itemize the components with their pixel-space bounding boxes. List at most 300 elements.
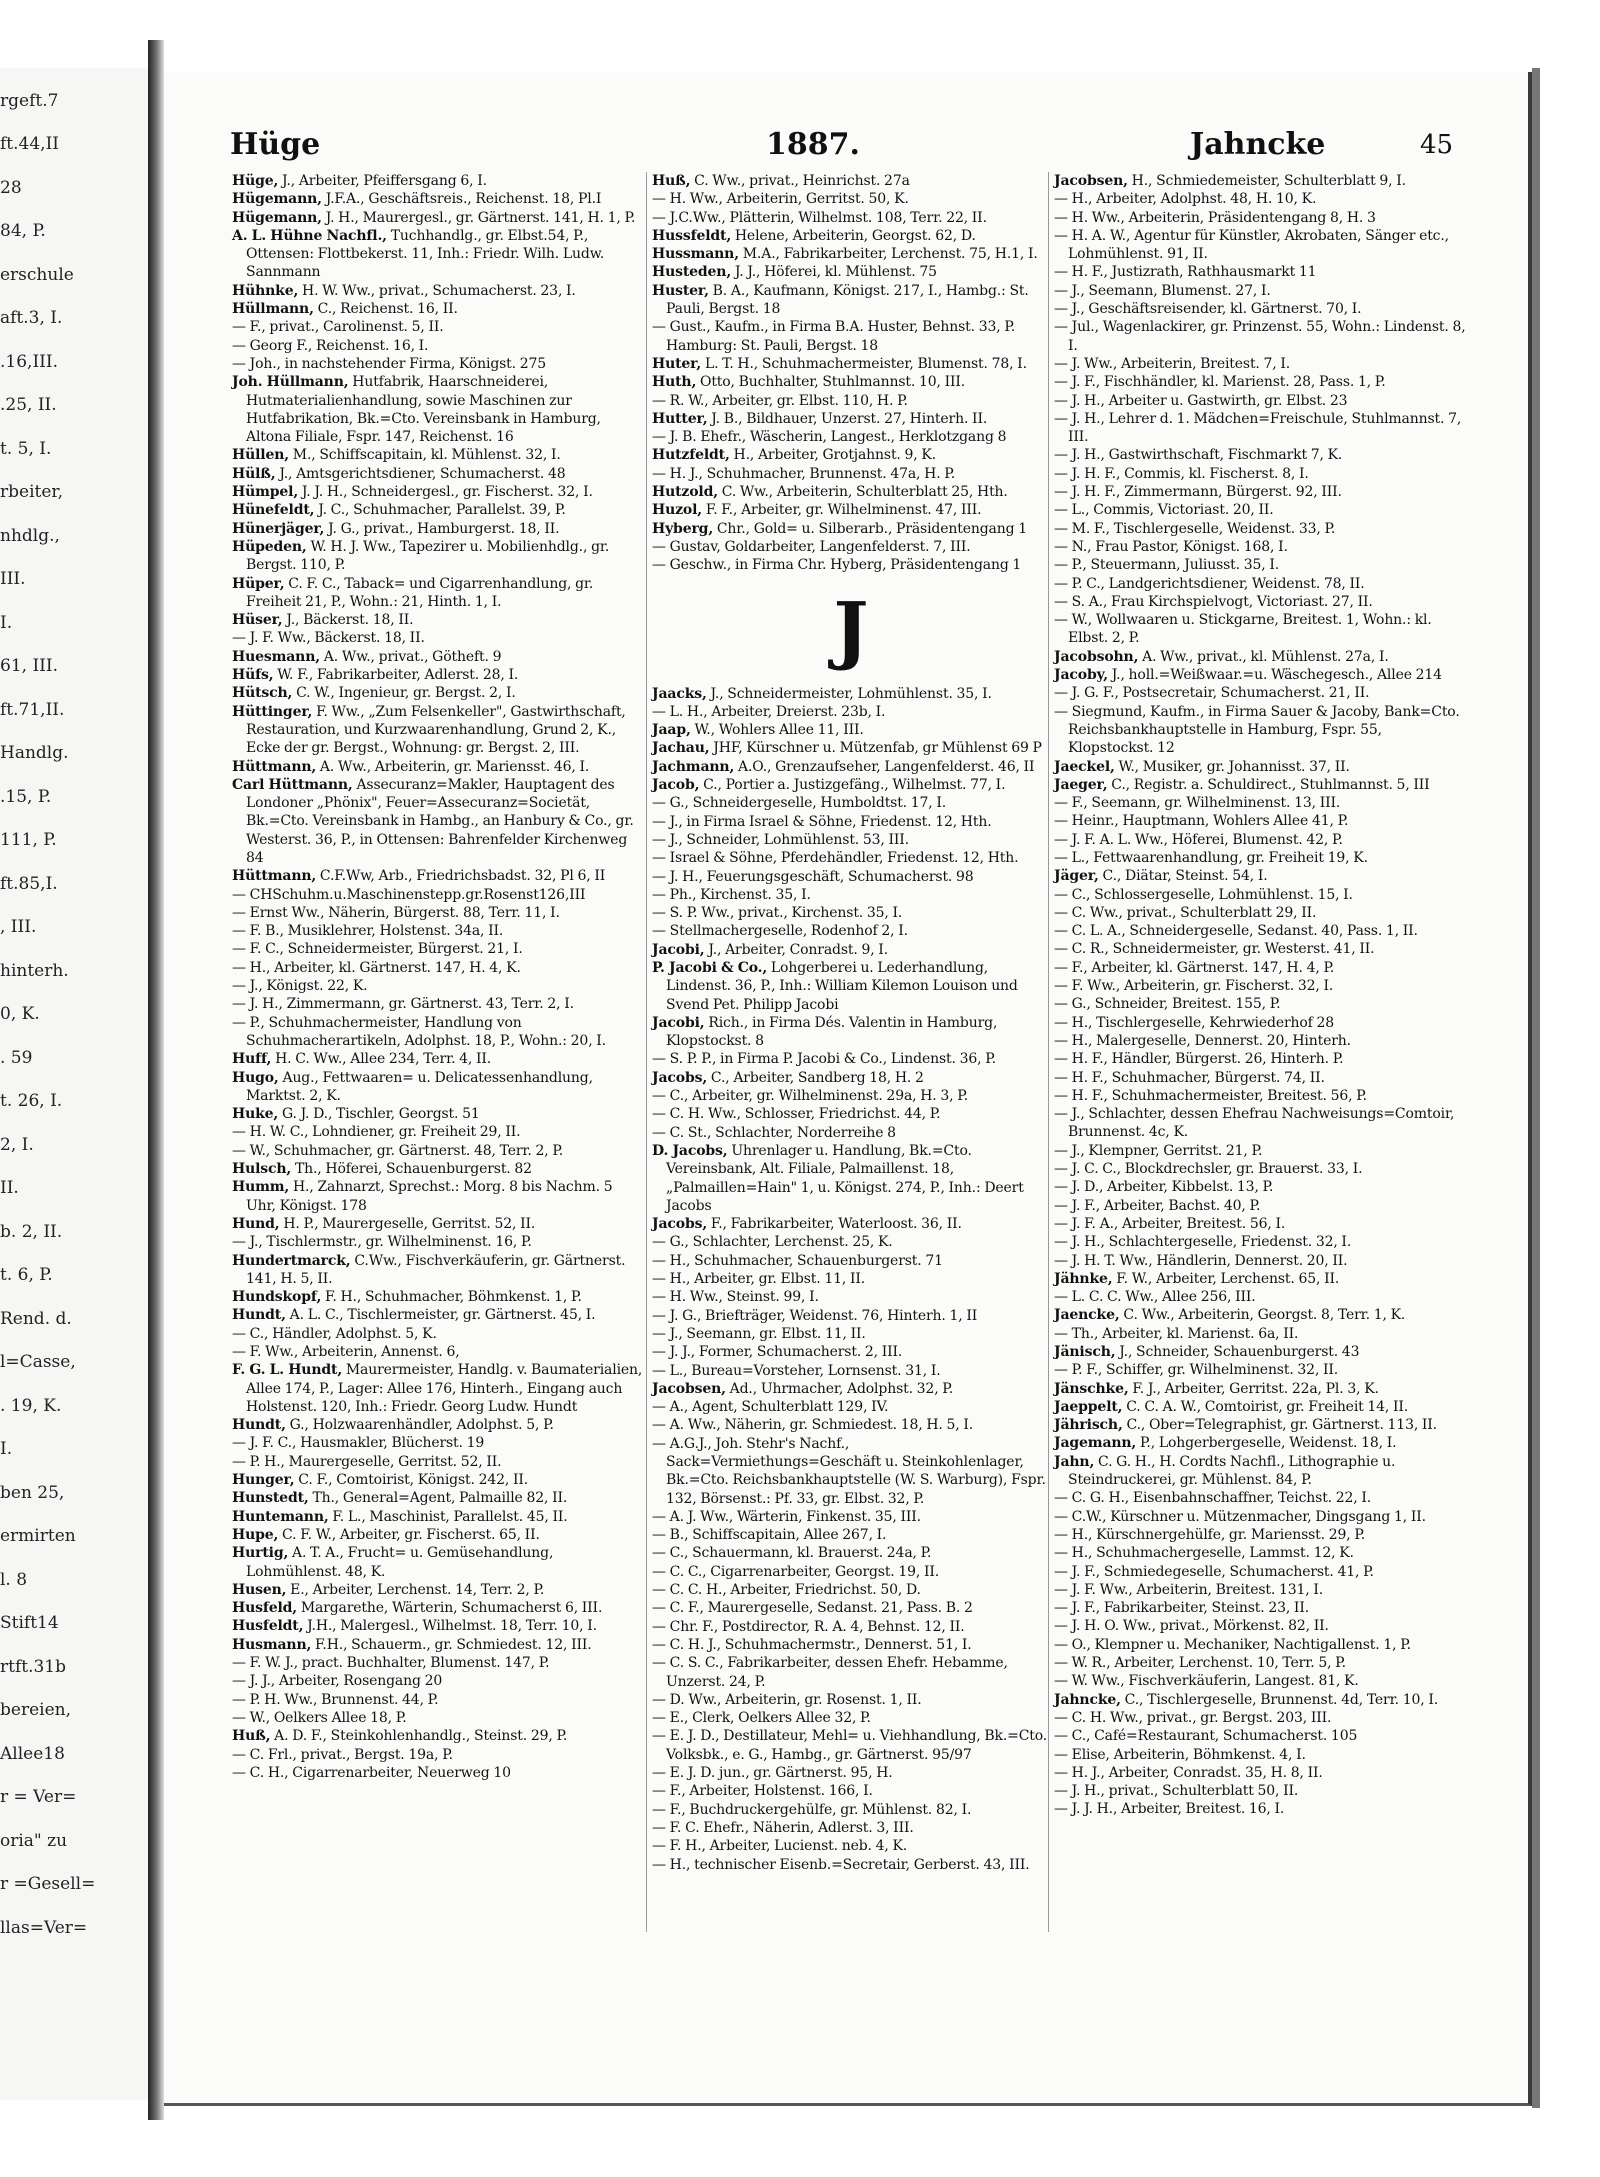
directory-entry <box>1054 1361 1466 1379</box>
entry-name: Hutzfeldt, <box>652 447 730 464</box>
entry-details: Lohgerberei u. Lederhandlung, Lindenst. 36, P., Inh.: William Kilemon Louison und Svend Pet. Philipp Jacobi <box>666 959 1018 1013</box>
directory-entry <box>1054 1764 1466 1782</box>
directory-entry <box>652 1325 1050 1343</box>
directory-entry <box>652 904 1050 922</box>
entry-details: — C. Frl., privat., Bergst. 19a, P. <box>232 1746 453 1763</box>
entry-name: Hundskopf, <box>232 1289 322 1306</box>
directory-entry <box>1054 812 1466 830</box>
directory-entry <box>652 1636 1050 1654</box>
entry-details: — J. J. H., Arbeiter, Breitest. 16, I. <box>1054 1801 1285 1818</box>
entry-details: — S. A., Frau Kirchspielvogt, Victoriast. 27, II. <box>1054 593 1373 610</box>
directory-entry <box>652 941 1050 959</box>
entry-details: — J. F., Schmiedegeselle, Schumacherst. 41, P. <box>1054 1563 1374 1580</box>
directory-column-3 <box>1054 172 1466 1819</box>
adjacent-page-fragment: I. <box>0 613 13 633</box>
entry-name: Huntemann, <box>232 1508 329 1525</box>
directory-entry <box>652 1782 1050 1800</box>
directory-column-1 <box>232 172 644 1782</box>
entry-details: W. F., Fabrikarbeiter, Adlerst. 28, I. <box>277 667 519 684</box>
directory-entry <box>652 1654 1050 1691</box>
entry-details: — J. G., Briefträger, Weidenst. 76, Hinterh. 1, II <box>652 1307 978 1324</box>
directory-entry <box>1054 611 1466 648</box>
entry-details: C. F., Comtoirist, Königst. 242, II. <box>298 1472 529 1489</box>
directory-entry <box>1054 1636 1466 1654</box>
entry-name: Jacobs, <box>652 1216 708 1233</box>
entry-details: — H., Tischlergeselle, Kehrwiederhof 28 <box>1054 1014 1334 1031</box>
entry-details: — Gustav, Goldarbeiter, Langenfelderst. 7, III. <box>652 538 971 555</box>
adjacent-page-fragment: .25, II. <box>0 395 57 415</box>
directory-entry <box>652 209 1050 227</box>
entry-name: Jahn, <box>1054 1453 1095 1470</box>
directory-entry <box>652 1709 1050 1727</box>
entry-details: — H. F., Schuhmacher, Bürgerst. 74, II. <box>1054 1069 1325 1086</box>
directory-entry <box>652 849 1050 867</box>
entry-name: Hundt, <box>232 1417 286 1434</box>
entry-name: Hüfs, <box>232 667 274 684</box>
page-edge <box>1532 68 1540 2108</box>
entry-name: Hüttinger, <box>232 703 313 720</box>
entry-details: — J. G. F., Postsecretair, Schumacherst. 21, II. <box>1054 685 1370 702</box>
adjacent-page-fragment: llas=Ver= <box>0 1918 88 1938</box>
entry-details: — Elise, Arbeiterin, Böhmkenst. 4, I. <box>1054 1746 1306 1763</box>
entry-name: Hutter, <box>652 410 708 427</box>
directory-entry <box>652 1837 1050 1855</box>
entry-details: — H. Ww., Steinst. 99, I. <box>652 1289 819 1306</box>
adjacent-page-fragment: nhdlg., <box>0 526 60 546</box>
directory-entry <box>1054 392 1466 410</box>
directory-entry <box>232 446 644 464</box>
directory-entry <box>232 758 644 776</box>
entry-name: Hundertmarck, <box>232 1252 351 1269</box>
entry-name: Jacobi, <box>652 1014 705 1031</box>
directory-entry <box>1054 1105 1466 1142</box>
entry-name: Huter, <box>652 355 702 372</box>
entry-name: Carl Hüttmann, <box>232 776 353 793</box>
directory-entry <box>1054 355 1466 373</box>
entry-details: — B., Schiffscapitain, Allee 267, I. <box>652 1527 887 1544</box>
entry-details: — H., Arbeiter, gr. Elbst. 11, II. <box>652 1271 866 1288</box>
entry-details: H. W. Ww., privat., Schumacherst. 23, I. <box>302 282 576 299</box>
entry-details: — J. F., Arbeiter, Bachst. 40, P. <box>1054 1197 1261 1214</box>
entry-name: Hühnke, <box>232 282 299 299</box>
entry-details: — J. H. O. Ww., privat., Mörkenst. 82, II. <box>1054 1618 1329 1635</box>
directory-entry <box>232 1636 644 1654</box>
entry-details: B. A., Kaufmann, Königst. 217, I., Hambg.: St. Pauli, Bergst. 18 <box>666 282 1029 318</box>
entry-details: — L. C. C. Ww., Allee 256, III. <box>1054 1289 1256 1306</box>
entry-name: Jacoby, <box>1054 667 1108 684</box>
entry-details: — Ph., Kirchenst. 35, I. <box>652 886 811 903</box>
entry-details: — E., Clerk, Oelkers Allee 32, P. <box>652 1710 871 1727</box>
entry-name: Hüttmann, <box>232 868 317 885</box>
entry-details: — C. H. Ww., Schlosser, Friedrichst. 44, P. <box>652 1106 941 1123</box>
entry-name: Hunstedt, <box>232 1490 309 1507</box>
entry-name: Hunger, <box>232 1472 295 1489</box>
directory-entry <box>1054 1233 1466 1251</box>
directory-entry <box>1054 1526 1466 1544</box>
directory-entry <box>1054 1599 1466 1617</box>
entry-details: — J., Seemann, Blumenst. 27, I. <box>1054 282 1271 299</box>
entry-details: — C. C. H., Arbeiter, Friedrichst. 50, D. <box>652 1582 921 1599</box>
directory-entry <box>1054 1489 1466 1507</box>
entry-details: — H. A. W., Agentur für Künstler, Akrobaten, Sänger etc., Lohmühlenst. 91, II. <box>1054 227 1449 263</box>
entry-name: Humm, <box>232 1179 290 1196</box>
entry-name: Husteden, <box>652 264 732 281</box>
directory-entry <box>652 922 1050 940</box>
adjacent-page-fragment: ft.85,I. <box>0 874 58 894</box>
entry-details: Aug., Fettwaaren= u. Delicatessenhandlung, Marktst. 2, K. <box>246 1069 593 1104</box>
directory-entry <box>652 1691 1050 1709</box>
entry-name: Jaacks, <box>652 685 707 702</box>
entry-details: A. L. C., Tischlermeister, gr. Gärtnerst. 45, I. <box>289 1307 596 1324</box>
directory-entry <box>1054 1343 1466 1361</box>
entry-details: — H., Arbeiter, Adolphst. 48, H. 10, K. <box>1054 191 1317 208</box>
directory-entry <box>1054 940 1466 958</box>
entry-name: Husen, <box>232 1581 287 1598</box>
adjacent-page-fragment: rtft.31b <box>0 1657 66 1677</box>
entry-details: — H., Malergeselle, Dennerst. 20, Hinterh. <box>1054 1032 1351 1049</box>
directory-entry <box>652 721 1050 739</box>
directory-entry <box>1054 1197 1466 1215</box>
entry-name: Huß, <box>232 1728 271 1745</box>
entry-details: — J.C.Ww., Plätterin, Wilhelmst. 108, Terr. 22, II. <box>652 209 987 226</box>
entry-details: — J. H., Gastwirthschaft, Fischmarkt 7, K. <box>1054 447 1343 464</box>
entry-details: — J. D., Arbeiter, Kibbelst. 13, P. <box>1054 1179 1274 1196</box>
entry-details: C., Ober=Telegraphist, gr. Gärtnerst. 113, II. <box>1126 1417 1437 1434</box>
entry-name: Huth, <box>652 374 697 391</box>
directory-entry <box>232 1123 644 1141</box>
directory-entry <box>232 337 644 355</box>
entry-details: — S. P. Ww., privat., Kirchenst. 35, I. <box>652 905 903 922</box>
entry-details: — A. Ww., Näherin, gr. Schmiedest. 18, H. 5, I. <box>652 1417 974 1434</box>
entry-details: A. D. F., Steinkohlenhandlg., Steinst. 29, P. <box>274 1728 568 1745</box>
directory-entry <box>652 172 1050 190</box>
entry-details: — C. St., Schlachter, Norderreihe 8 <box>652 1124 896 1141</box>
entry-details: — C., Café=Restaurant, Schumacherst. 105 <box>1054 1728 1358 1745</box>
directory-column-2 <box>652 172 1050 1874</box>
entry-name: Hutzold, <box>652 484 718 501</box>
directory-entry <box>652 685 1050 703</box>
entry-details: C. Ww., Arbeiterin, Schulterblatt 25, Hth. <box>721 484 1008 501</box>
entry-details: — H. W. C., Lohndiener, gr. Freiheit 29, II. <box>232 1124 521 1141</box>
directory-entry <box>1054 1288 1466 1306</box>
directory-entry <box>1054 1727 1466 1745</box>
entry-details: — F. B., Musiklehrer, Holstenst. 34a, II. <box>232 923 504 940</box>
entry-details: — H., Kürschnergehülfe, gr. Mariensst. 29, P. <box>1054 1526 1366 1543</box>
entry-details: Hutfabrik, Haarschneiderei, Hutmaterialienhandlung, sowie Maschinen zur Hutfabrikation, Bk.=Cto. Vereinsbank in Hamburg, Altona Filiale, Fspr. 147, Reichenst. 16 <box>246 374 601 446</box>
entry-details: J., Bäckerst. 18, II. <box>286 612 414 629</box>
directory-entry <box>652 1563 1050 1581</box>
adjacent-page-fragment: 61, III. <box>0 656 58 676</box>
directory-entry <box>652 1380 1050 1398</box>
directory-entry <box>232 629 644 647</box>
entry-details: — C. S. C., Fabrikarbeiter, dessen Ehefr. Hebamme, Unzerst. 24, P. <box>652 1655 1008 1690</box>
entry-details: — C.W., Kürschner u. Mützenmacher, Dingsgang 1, II. <box>1054 1508 1426 1525</box>
directory-entry <box>1054 556 1466 574</box>
adjacent-page-fragment: I. <box>0 1439 13 1459</box>
directory-entry <box>1054 1672 1466 1690</box>
entry-details: — C., Händler, Adolphst. 5, K. <box>232 1325 437 1342</box>
adjacent-page-strip <box>0 68 148 2100</box>
directory-entry <box>652 428 1050 446</box>
directory-entry <box>232 611 644 629</box>
entry-name: Jagemann, <box>1054 1435 1137 1452</box>
directory-entry <box>232 1526 644 1544</box>
entry-name: Hussmann, <box>652 246 739 263</box>
entry-details: — L., Bureau=Vorsteher, Lornsenst. 31, I. <box>652 1362 941 1379</box>
directory-entry <box>1054 575 1466 593</box>
adjacent-page-fragment: 28 <box>0 178 22 198</box>
adjacent-page-fragment: r =Gesell= <box>0 1874 96 1894</box>
entry-details: — F. C. Ehefr., Näherin, Adlerst. 3, III. <box>652 1819 914 1836</box>
directory-entry <box>232 684 644 702</box>
entry-details: — F. W. J., pract. Buchhalter, Blumenst. 147, P. <box>232 1655 550 1672</box>
entry-details: H. C. Ww., Allee 234, Terr. 4, II. <box>275 1051 492 1068</box>
directory-entry <box>652 886 1050 904</box>
entry-details: — C., Arbeiter, gr. Wilhelminenst. 29a, H. 3, P. <box>652 1088 968 1105</box>
directory-entry <box>1054 959 1466 977</box>
entry-name: Jähnke, <box>1054 1270 1113 1287</box>
directory-entry <box>652 1508 1050 1526</box>
entry-details: — F. C., Schneidermeister, Bürgerst. 21, I. <box>232 941 523 958</box>
entry-details: J.F.A., Geschäftsreis., Reichenst. 18, Pl.I <box>325 191 602 208</box>
directory-entry <box>232 703 644 758</box>
directory-entry <box>232 1453 644 1471</box>
entry-details: — N., Frau Pastor, Königst. 168, I. <box>1054 538 1288 555</box>
directory-entry <box>232 776 644 867</box>
column-rule <box>646 172 647 1932</box>
entry-details: — Georg F., Reichenst. 16, I. <box>232 337 429 354</box>
directory-entry <box>1054 1691 1466 1709</box>
entry-details: G., Holzwaarenhändler, Adolphst. 5, P. <box>289 1417 554 1434</box>
entry-details: — H. F., Händler, Bürgerst. 26, Hinterh. P. <box>1054 1051 1344 1068</box>
entry-details: — P. H., Maurergeselle, Gerritst. 52, II. <box>232 1453 502 1470</box>
entry-name: Hünerjäger, <box>232 520 325 537</box>
binding-shadow <box>148 40 164 2120</box>
entry-details: — J., Schlachter, dessen Ehefrau Nachweisungs=Comtoir, Brunnenst. 4c, K. <box>1054 1106 1455 1141</box>
directory-entry <box>1054 703 1466 758</box>
entry-details: C., Arbeiter, Sandberg 18, H. 2 <box>710 1069 924 1086</box>
directory-entry <box>1054 995 1466 1013</box>
entry-details: — P. F., Schiffer, gr. Wilhelminenst. 32, II. <box>1054 1362 1339 1379</box>
directory-entry <box>652 1124 1050 1142</box>
entry-details: — F., Buchdruckergehülfe, gr. Mühlenst. 82, I. <box>652 1801 972 1818</box>
entry-details: Assecuranz=Makler, Hauptagent des Londoner „Phönix", Feuer=Assecuranz=Societät, Bk.=Cto. Vereinsbank in Hambg., an Hanbury & Co., gr. Westerst. 36, P., in Ottensen: Bahrenfelder Kirchenweg 84 <box>246 776 634 866</box>
directory-entry <box>1054 1453 1466 1490</box>
directory-entry <box>652 1416 1050 1434</box>
directory-entry <box>1054 209 1466 227</box>
entry-details: — F., privat., Carolinenst. 5, II. <box>232 319 444 336</box>
entry-name: Jäger, <box>1054 868 1099 885</box>
directory-entry <box>1054 1032 1466 1050</box>
directory-entry <box>1054 1800 1466 1818</box>
entry-details: — J., Klempner, Gerritst. 21, P. <box>1054 1142 1263 1159</box>
entry-details: — C. C., Cigarrenarbeiter, Georgst. 19, II. <box>652 1563 940 1580</box>
entry-details: — CHSchuhm.u.Maschinenstepp.gr.Rosenst126,III <box>232 886 586 903</box>
entry-details: H., Schmiedemeister, Schulterblatt 9, I. <box>1131 173 1406 189</box>
entry-details: — Israel & Söhne, Pferdehändler, Friedenst. 12, Hth. <box>652 850 1019 867</box>
directory-entry <box>1054 318 1466 355</box>
directory-entry <box>232 1581 644 1599</box>
directory-entry <box>232 648 644 666</box>
directory-entry <box>232 1252 644 1289</box>
directory-entry <box>1054 465 1466 483</box>
directory-entry <box>1054 886 1466 904</box>
entry-details: — D. Ww., Arbeiterin, gr. Rosenst. 1, II. <box>652 1691 922 1708</box>
entry-details: — J., Königst. 22, K. <box>232 978 368 995</box>
adjacent-page-fragment: hinterh. <box>0 961 69 981</box>
entry-details: — C. H. Ww., privat., gr. Bergst. 203, III. <box>1054 1709 1332 1726</box>
directory-entry <box>652 794 1050 812</box>
entry-details: Th., Höferei, Schauenburgerst. 82 <box>294 1161 532 1178</box>
entry-name: Husfeldt, <box>232 1618 304 1635</box>
adjacent-page-fragment: t. 5, I. <box>0 439 52 459</box>
entry-details: J., holl.=Weißwaar.=u. Wäschegesch., Allee 214 <box>1111 667 1442 684</box>
entry-details: J. J., Höferei, kl. Mühlenst. 75 <box>734 264 937 281</box>
entry-details: — A. J. Ww., Wärterin, Finkenst. 35, III. <box>652 1508 921 1525</box>
directory-entry <box>232 1544 644 1581</box>
entry-details: — P. C., Landgerichtsdiener, Weidenst. 78, II. <box>1054 575 1365 592</box>
directory-entry <box>652 446 1050 464</box>
directory-entry <box>232 1471 644 1489</box>
entry-name: Jacob, <box>652 777 700 794</box>
entry-details: — C. H., Cigarrenarbeiter, Neuerweg 10 <box>232 1764 511 1781</box>
directory-entry <box>1054 1544 1466 1562</box>
entry-details: — J., Schneider, Lohmühlenst. 53, III. <box>652 831 909 848</box>
entry-details: — Stellmachergeselle, Rodenhof 2, I. <box>652 923 908 940</box>
entry-details: — J. F. C., Hausmakler, Blücherst. 19 <box>232 1435 485 1452</box>
entry-details: — L., Commis, Victoriast. 20, II. <box>1054 502 1274 519</box>
entry-details: — Jul., Wagenlackirer, gr. Prinzenst. 55, Wohn.: Lindenst. 8, I. <box>1054 319 1466 354</box>
directory-entry <box>652 501 1050 519</box>
directory-entry <box>232 940 644 958</box>
entry-details: — J. F. A. L. Ww., Höferei, Blumenst. 42, P. <box>1054 831 1343 848</box>
directory-entry <box>232 1709 644 1727</box>
directory-entry <box>232 1325 644 1343</box>
directory-entry <box>232 209 644 227</box>
directory-entry <box>1054 666 1466 684</box>
entry-details: — F. H., Arbeiter, Lucienst. neb. 4, K. <box>652 1838 908 1855</box>
entry-details: — J., Tischlermstr., gr. Wilhelminenst. 16, P. <box>232 1234 532 1251</box>
directory-entry <box>1054 1160 1466 1178</box>
directory-entry <box>232 1343 644 1361</box>
entry-details: — J. H., privat., Schulterblatt 50, II. <box>1054 1783 1299 1800</box>
directory-entry <box>652 465 1050 483</box>
directory-entry <box>232 904 644 922</box>
entry-name: Hulsch, <box>232 1161 292 1178</box>
directory-entry <box>232 1599 644 1617</box>
directory-entry <box>232 1672 644 1690</box>
entry-details: — J. H. F., Zimmermann, Bürgerst. 92, III. <box>1054 484 1342 501</box>
entry-name: Hund, <box>232 1215 280 1232</box>
directory-entry <box>232 538 644 575</box>
entry-name: Jährisch, <box>1054 1417 1123 1434</box>
directory-entry <box>232 1489 644 1507</box>
directory-entry <box>652 556 1050 574</box>
entry-details: F., Fabrikarbeiter, Waterloost. 36, II. <box>710 1216 962 1233</box>
entry-details: — F. Ww., Arbeiterin, Annenst. 6, <box>232 1344 460 1360</box>
entry-details: F. J., Arbeiter, Gerritst. 22a, Pl. 3, K. <box>1132 1380 1379 1397</box>
directory-entry <box>1054 373 1466 391</box>
directory-entry <box>232 300 644 318</box>
directory-entry <box>1054 1050 1466 1068</box>
entry-name: Jaeckel, <box>1054 758 1115 775</box>
directory-entry <box>1054 446 1466 464</box>
entry-details: C., Tischlergeselle, Brunnenst. 4d, Terr. 10, I. <box>1124 1691 1438 1708</box>
entry-details: — F., Arbeiter, Holstenst. 166, I. <box>652 1783 873 1800</box>
entry-details: Uhrenlager u. Handlung, Bk.=Cto. Vereinsbank, Alt. Filiale, Palmaillenst. 18, „Palmaillen=Hain" 1, u. Königst. 274, P., Inh.: Deert Jacobs <box>666 1142 1024 1214</box>
directory-entry <box>1054 410 1466 447</box>
entry-details: F. Ww., „Zum Felsenkeller", Gastwirthschaft, Restauration, und Kurzwaarenhandlung, Grund 2, K., Ecke der gr. Bergst., Wohnung: gr. Bergst. 2, III. <box>246 703 626 757</box>
directory-entry <box>1054 794 1466 812</box>
entry-details: C., Reichenst. 16, II. <box>317 301 458 318</box>
adjacent-page-fragment: III. <box>0 569 26 589</box>
directory-entry <box>652 1618 1050 1636</box>
adjacent-page-fragment: ben 25, <box>0 1483 65 1503</box>
entry-name: P. Jacobi & Co., <box>652 959 768 976</box>
directory-entry <box>1054 684 1466 702</box>
entry-details: W., Musiker, gr. Johannisst. 37, II. <box>1118 758 1350 775</box>
directory-entry <box>652 1526 1050 1544</box>
entry-name: Jachau, <box>652 740 710 757</box>
directory-entry <box>1054 1380 1466 1398</box>
entry-details: J., Arbeiter, Conradst. 9, I. <box>708 941 888 958</box>
entry-name: Jaencke, <box>1054 1307 1120 1324</box>
directory-entry <box>1054 1087 1466 1105</box>
directory-entry <box>1054 1252 1466 1270</box>
directory-entry <box>232 373 644 446</box>
entry-name: Hurtig, <box>232 1545 289 1562</box>
adjacent-page-fragment: II. <box>0 1178 19 1198</box>
entry-details: — H. J., Arbeiter, Conradst. 35, H. 8, II. <box>1054 1764 1323 1781</box>
adjacent-page-fragment: .16,III. <box>0 352 58 372</box>
entry-details: — J. F., Fabrikarbeiter, Steinst. 23, II. <box>1054 1600 1309 1617</box>
directory-entry <box>652 1069 1050 1087</box>
entry-details: — J. C. C., Blockdrechsler, gr. Brauerst. 33, I. <box>1054 1161 1363 1178</box>
directory-entry <box>232 227 644 282</box>
entry-name: Huesmann, <box>232 648 320 665</box>
entry-name: Joh. Hüllmann, <box>232 374 349 391</box>
entry-details: — C. R., Schneidermeister, gr. Westerst. 41, II. <box>1054 941 1375 958</box>
entry-details: F. H., Schuhmacher, Böhmkenst. 1, P. <box>325 1289 582 1306</box>
entry-details: — J., Seemann, gr. Elbst. 11, II. <box>652 1325 866 1342</box>
entry-details: — W., Oelkers Allee 18, P. <box>232 1709 407 1726</box>
entry-details: — E. J. D., Destillateur, Mehl= u. Viehhandlung, Bk.=Cto. Volksbk., e. G., Hambg., gr. Gärtnerst. 95/97 <box>652 1728 1048 1763</box>
entry-name: Hüpeden, <box>232 538 307 555</box>
directory-entry <box>232 1233 644 1251</box>
adjacent-page-fragment: rbeiter, <box>0 482 64 502</box>
directory-entry <box>232 1617 644 1635</box>
entry-details: — H. F., Justizrath, Rathhausmarkt 11 <box>1054 264 1317 281</box>
entry-details: J. G., privat., Hamburgerst. 18, II. <box>328 520 560 537</box>
directory-entry <box>1054 190 1466 208</box>
entry-name: Jaap, <box>652 722 691 739</box>
adjacent-page-fragment: ft.71,II. <box>0 700 65 720</box>
entry-name: Hüttmann, <box>232 758 317 775</box>
entry-details: — E. J. D. jun., gr. Gärtnerst. 95, H. <box>652 1765 893 1782</box>
entry-details: — J. H. T. Ww., Händlerin, Dennerst. 20, II. <box>1054 1252 1348 1269</box>
adjacent-page-fragment: erschule <box>0 265 74 285</box>
entry-details: — J. J., Former, Schumacherst. 2, III. <box>652 1344 903 1361</box>
entry-details: H. P., Maurergeselle, Gerritst. 52, II. <box>283 1215 536 1232</box>
directory-entry <box>652 245 1050 263</box>
directory-entry <box>1054 172 1466 190</box>
directory-entry <box>232 666 644 684</box>
adjacent-page-fragment: t. 26, I. <box>0 1091 63 1111</box>
directory-entry <box>652 776 1050 794</box>
directory-entry <box>232 995 644 1013</box>
directory-entry <box>652 538 1050 556</box>
entry-details: M.A., Fabrikarbeiter, Lerchenst. 75, H.1, I. <box>742 246 1038 263</box>
